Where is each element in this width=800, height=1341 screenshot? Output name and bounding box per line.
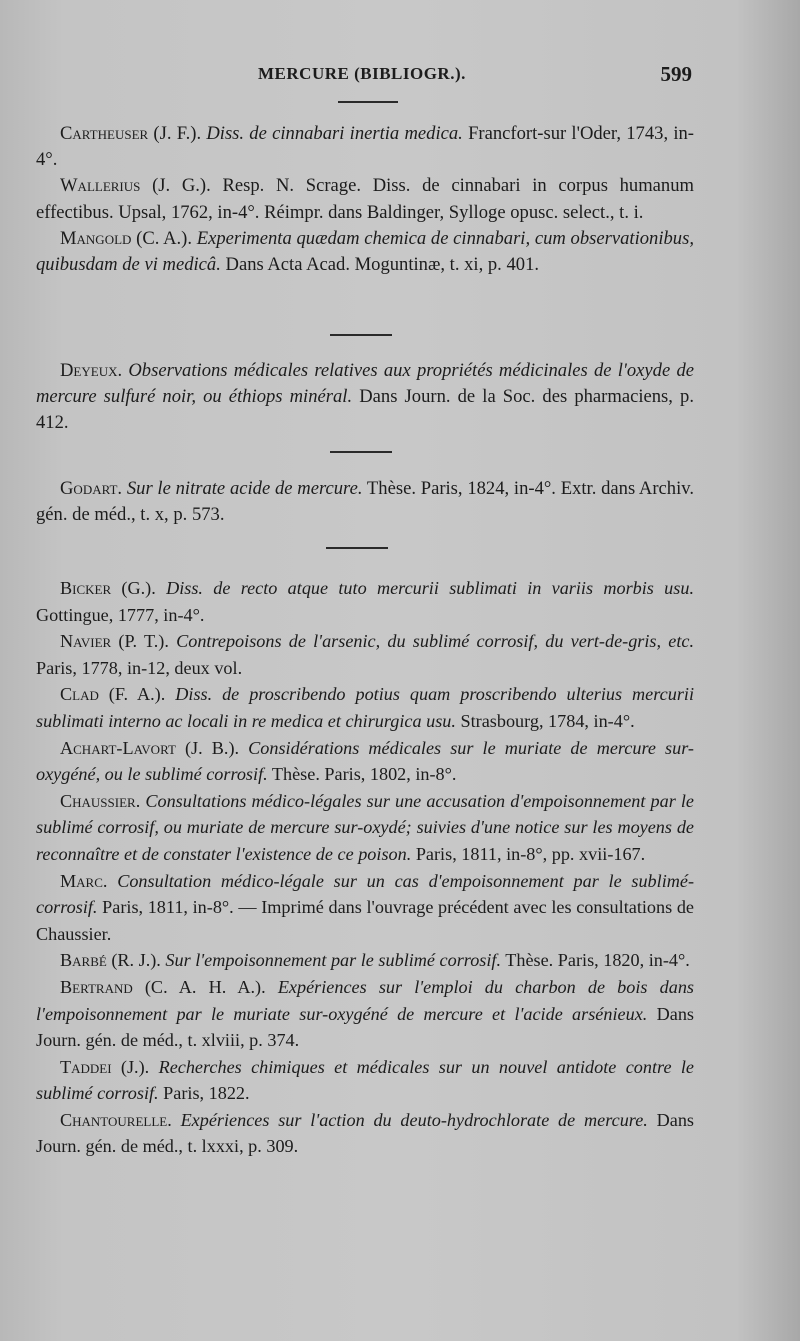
entry-author: Barbé (R. J.). [60,950,161,971]
entry-title: Experimenta quædam chemica de cinnabari, cum observationibus, quibusdam de vi medicâ. [36,227,694,276]
entry-publication: Paris, 1811, in-8°, pp. xvii-167. [415,843,646,864]
entry-author: Wallerius (J. G.). [60,175,211,197]
entry-author: Mangold (C. A.). [60,227,193,249]
entry-publication: Paris, 1811, in-8°. — Imprimé dans l'ouvrage précédent avec les consultations de Chaussier. [36,897,695,944]
entry-author: Cartheuser (J. F.). [60,123,202,144]
entry-author: Navier (P. T.). [60,631,169,652]
entry-title: Diss. de cinnabari inertia medica. [206,123,463,144]
bib-entry [36,1054,694,1107]
entry-author: Chaussier. [60,790,141,811]
bib-entry [36,226,694,278]
entry-title: Contrepoisons de l'arsenic, du sublimé corrosif, du vert-de-gris, etc. [176,631,695,652]
entry-publication: Dans Journ. gén. de méd., t. lxxxi, p. 309. [36,1109,694,1157]
bib-entry [36,1107,694,1160]
bib-entry [36,575,694,628]
section-2 [36,358,694,437]
entry-title: Diss. de recto atque tuto mercurii sublimati in variis morbis usu. [166,578,694,598]
entry-author: Achart-Lavort (J. B.). [60,737,240,758]
entry-publication: Gottingue, 1777, in-4°. [36,604,205,625]
entry-title: Consultation médico-légale sur un cas d'empoisonnement par le sublimé-corrosif. [36,870,695,918]
entry-author: Bicker (G.). [60,578,156,598]
section-divider [326,547,388,549]
section-divider [330,334,392,336]
entry-author: Clad (F. A.). [60,684,166,705]
entry-title: Diss. de proscribendo potius quam proscribendo ulterius mercurii sublimati interno ac locali in re medica et chirurgica usu. [36,684,695,731]
entry-publication: Thèse. Paris, 1802, in-8°. [271,764,457,785]
bib-entry [36,735,694,788]
bib-entry [36,476,694,528]
entry-title: Sur le nitrate acide de mercure. [126,478,363,499]
entry-publication: Thèse. Paris, 1820, in-4°. [505,950,690,971]
entry-author: Taddei (J.). [60,1056,150,1077]
entry-title: Expériences sur l'emploi du charbon de bois dans l'empoisonnement par le muriate sur-oxygéné de mercure et l'acide arsénieux. [36,976,694,1024]
entry-publication: Dans Journ. gén. de méd., t. xlviii, p. 374. [36,1003,694,1051]
section-1 [36,121,694,278]
entry-publication: Dans Journ. de la Soc. des pharmaciens, p. 412. [36,386,694,434]
entry-publication: Strasbourg, 1784, in-4°. [460,710,635,731]
section-divider [330,451,392,453]
entry-title: Observations médicales relatives aux propriétés médicinales de l'oxyde de mercure sulfuré noir, ou éthiops minéral. [36,360,694,408]
bib-entry [36,681,694,734]
running-title: MERCURE (BIBLIOGR.). [258,64,466,83]
entry-author: Chantourelle. [60,1109,172,1130]
entry-publication: Paris, 1778, in-12, deux vol. [36,657,243,678]
section-4 [36,575,694,1160]
bib-entry [36,121,694,173]
entry-publication: Dans Acta Acad. Moguntinæ, t. xi, p. 401. [225,254,540,276]
bib-entry [36,173,694,225]
entry-author: Godart. [60,478,123,499]
header-rule [338,101,398,103]
page-header [0,64,800,90]
entry-publication: Francfort-sur l'Oder, 1743, in-4°. [36,123,694,171]
section-3 [36,476,694,528]
entry-title: Consultations médico-légales sur une accusation d'empoisonnement par le sublimé corrosif, ou muriate de mercure sur-oxydé; suivies d'une notice sur les moyens de reconnaître et de constater l'existence de ce poison. [36,790,695,864]
entry-title: Sur l'empoisonnement par le sublimé corrosif. [165,950,502,971]
bib-entry [36,974,694,1054]
entry-author: Marc. [60,870,108,891]
entry-author: Deyeux. [60,360,123,381]
bib-entry [36,358,694,437]
entry-title: Expériences sur l'action du deuto-hydrochlorate de mercure. [180,1109,648,1130]
entry-publication: Resp. N. Scrage. Diss. de cinnabari in corpus humanum effectibus. Upsal, 1762, in-4°. Réimpr. dans Baldinger, Sylloge opusc. select., t. i. [36,175,694,223]
entry-title: Recherches chimiques et médicales sur un nouvel antidote contre le sublimé corrosif. [36,1056,695,1104]
bib-entry [36,628,694,681]
entry-publication: Thèse. Paris, 1824, in-4°. Extr. dans Archiv. gén. de méd., t. x, p. 573. [36,478,694,526]
page-number: 599 [660,62,692,86]
entry-author: Bertrand (C. A. H. A.). [60,976,266,997]
bib-entry [36,788,694,868]
bib-entry [36,947,694,974]
entry-title: Considérations médicales sur le muriate de mercure sur-oxygéné, ou le sublimé corrosif. [36,737,694,785]
entry-publication: Paris, 1822. [163,1083,250,1104]
bib-entry [36,868,694,948]
